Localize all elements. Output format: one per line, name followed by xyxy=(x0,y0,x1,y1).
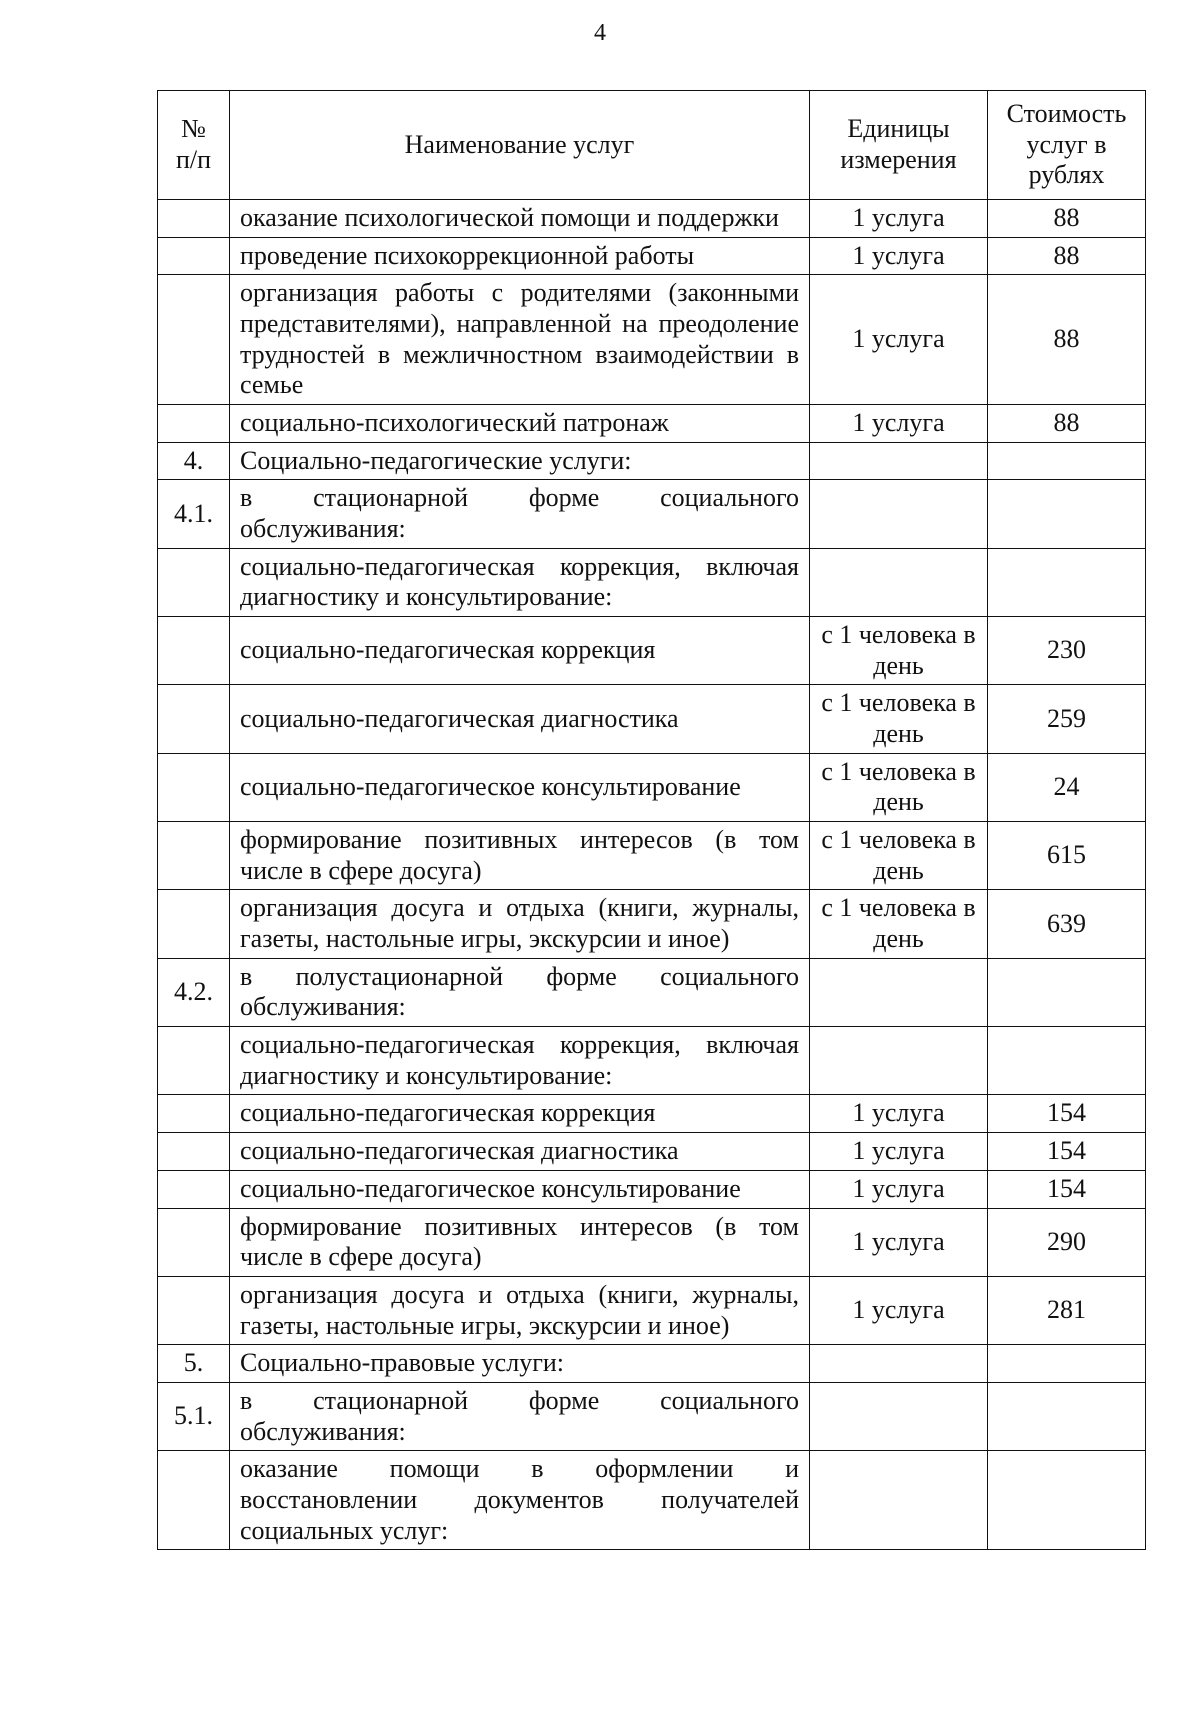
unit-of-measure xyxy=(810,548,988,616)
unit-of-measure xyxy=(810,1027,988,1095)
table-row xyxy=(158,1276,1146,1344)
row-number xyxy=(158,1095,230,1133)
service-name: в стационарной форме социального обслуживания: xyxy=(230,1382,810,1450)
table-header-row xyxy=(158,91,1146,200)
row-number xyxy=(158,275,230,405)
service-name: формирование позитивных интересов (в том числе в сфере досуга) xyxy=(230,1208,810,1276)
service-cost xyxy=(988,548,1146,616)
header-cost xyxy=(988,91,1146,200)
unit-of-measure: 1 услуга xyxy=(810,1095,988,1133)
row-number: 4.1. xyxy=(158,480,230,548)
table-row xyxy=(158,237,1146,275)
table-row xyxy=(158,548,1146,616)
service-cost xyxy=(988,442,1146,480)
table-row xyxy=(158,890,1146,958)
service-name: социально-педагогическая диагностика xyxy=(230,1133,810,1171)
table-row xyxy=(158,753,1146,821)
service-name: оказание помощи в оформлении и восстановлении документов получателей социальных услуг: xyxy=(230,1451,810,1550)
row-number xyxy=(158,548,230,616)
service-name: социально-психологический патронаж xyxy=(230,405,810,443)
service-cost xyxy=(988,1027,1146,1095)
row-number: 4.2. xyxy=(158,958,230,1026)
page-number: 4 xyxy=(594,20,606,46)
service-name: в полустационарной форме социального обслуживания: xyxy=(230,958,810,1026)
header-num-line: № xyxy=(181,114,206,144)
service-name: Социально-педагогические услуги: xyxy=(230,442,810,480)
header-num-line: п/п xyxy=(175,145,212,174)
table-row xyxy=(158,1170,1146,1208)
service-name: организация досуга и отдыха (книги, журналы, газеты, настольные игры, экскурсии и иное) xyxy=(230,890,810,958)
header-cost-line: услуг в xyxy=(1026,129,1107,159)
service-cost: 88 xyxy=(988,200,1146,238)
row-number xyxy=(158,685,230,753)
table-row xyxy=(158,1382,1146,1450)
unit-of-measure: 1 услуга xyxy=(810,1133,988,1171)
row-number xyxy=(158,200,230,238)
service-cost xyxy=(988,1451,1146,1550)
row-number xyxy=(158,237,230,275)
unit-of-measure: 1 услуга xyxy=(810,237,988,275)
service-cost: 639 xyxy=(988,890,1146,958)
table-row xyxy=(158,442,1146,480)
table-row xyxy=(158,685,1146,753)
header-unit xyxy=(810,91,988,200)
table-row xyxy=(158,1451,1146,1550)
table-row xyxy=(158,1208,1146,1276)
header-name: Наименование услуг xyxy=(230,91,810,200)
table-row xyxy=(158,200,1146,238)
row-number xyxy=(158,890,230,958)
service-name: организация работы с родителями (законными представителями), направленной на преодоление трудностей в межличностном взаимодействии в семье xyxy=(230,275,810,405)
service-name: оказание психологической помощи и поддержки xyxy=(230,200,810,238)
unit-of-measure: 1 услуга xyxy=(810,1276,988,1344)
unit-of-measure xyxy=(810,1451,988,1550)
service-cost xyxy=(988,1382,1146,1450)
header-cost-line: Стоимость xyxy=(1006,99,1127,128)
unit-of-measure: с 1 человека в день xyxy=(810,685,988,753)
unit-of-measure xyxy=(810,958,988,1026)
unit-of-measure: с 1 человека в день xyxy=(810,753,988,821)
unit-of-measure xyxy=(810,442,988,480)
service-name: социально-педагогическая коррекция xyxy=(230,1095,810,1133)
service-name: социально-педагогическая диагностика xyxy=(230,685,810,753)
service-name: социально-педагогическое консультирование xyxy=(230,753,810,821)
row-number xyxy=(158,1027,230,1095)
unit-of-measure xyxy=(810,480,988,548)
service-cost: 88 xyxy=(988,237,1146,275)
row-number xyxy=(158,1208,230,1276)
service-name: социально-педагогическое консультирование xyxy=(230,1170,810,1208)
table-row xyxy=(158,1095,1146,1133)
service-name: в стационарной форме социального обслуживания: xyxy=(230,480,810,548)
service-cost: 290 xyxy=(988,1208,1146,1276)
service-cost: 230 xyxy=(988,617,1146,685)
unit-of-measure xyxy=(810,1382,988,1450)
row-number xyxy=(158,617,230,685)
row-number xyxy=(158,1451,230,1550)
unit-of-measure: 1 услуга xyxy=(810,1170,988,1208)
service-name: социально-педагогическая коррекция, включая диагностику и консультирование: xyxy=(230,548,810,616)
table-row xyxy=(158,1345,1146,1383)
service-name: проведение психокоррекционной работы xyxy=(230,237,810,275)
service-cost: 615 xyxy=(988,822,1146,890)
unit-of-measure: 1 услуга xyxy=(810,200,988,238)
unit-of-measure: 1 услуга xyxy=(810,275,988,405)
service-name: социально-педагогическая коррекция, включая диагностику и консультирование: xyxy=(230,1027,810,1095)
row-number xyxy=(158,1133,230,1171)
unit-of-measure xyxy=(810,1345,988,1383)
row-number: 5.1. xyxy=(158,1382,230,1450)
service-name: Социально-правовые услуги: xyxy=(230,1345,810,1383)
table-row xyxy=(158,1133,1146,1171)
header-num xyxy=(158,91,230,200)
unit-of-measure: с 1 человека в день xyxy=(810,890,988,958)
table-row xyxy=(158,275,1146,405)
service-name: организация досуга и отдыха (книги, журналы, газеты, настольные игры, экскурсии и иное) xyxy=(230,1276,810,1344)
service-cost xyxy=(988,958,1146,1026)
service-cost: 154 xyxy=(988,1133,1146,1171)
service-cost: 88 xyxy=(988,275,1146,405)
service-cost: 24 xyxy=(988,753,1146,821)
service-cost xyxy=(988,480,1146,548)
services-price-table xyxy=(157,90,1146,1550)
row-number: 4. xyxy=(158,442,230,480)
table-row xyxy=(158,617,1146,685)
row-number xyxy=(158,1170,230,1208)
service-name: формирование позитивных интересов (в том числе в сфере досуга) xyxy=(230,822,810,890)
table-row xyxy=(158,405,1146,443)
service-cost: 154 xyxy=(988,1095,1146,1133)
table-row xyxy=(158,1027,1146,1095)
service-cost: 154 xyxy=(988,1170,1146,1208)
service-cost: 259 xyxy=(988,685,1146,753)
unit-of-measure: с 1 человека в день xyxy=(810,822,988,890)
service-cost: 88 xyxy=(988,405,1146,443)
unit-of-measure: с 1 человека в день xyxy=(810,617,988,685)
table-row xyxy=(158,958,1146,1026)
unit-of-measure: 1 услуга xyxy=(810,1208,988,1276)
unit-of-measure: 1 услуга xyxy=(810,405,988,443)
service-cost xyxy=(988,1345,1146,1383)
service-cost: 281 xyxy=(988,1276,1146,1344)
table-row xyxy=(158,822,1146,890)
table-row xyxy=(158,480,1146,548)
service-name: социально-педагогическая коррекция xyxy=(230,617,810,685)
header-unit-line: измерения xyxy=(840,145,957,174)
header-cost-line: рублях xyxy=(1028,160,1105,190)
header-unit-line: Единицы xyxy=(847,114,950,144)
row-number xyxy=(158,1276,230,1344)
row-number xyxy=(158,405,230,443)
row-number xyxy=(158,753,230,821)
row-number: 5. xyxy=(158,1345,230,1383)
row-number xyxy=(158,822,230,890)
